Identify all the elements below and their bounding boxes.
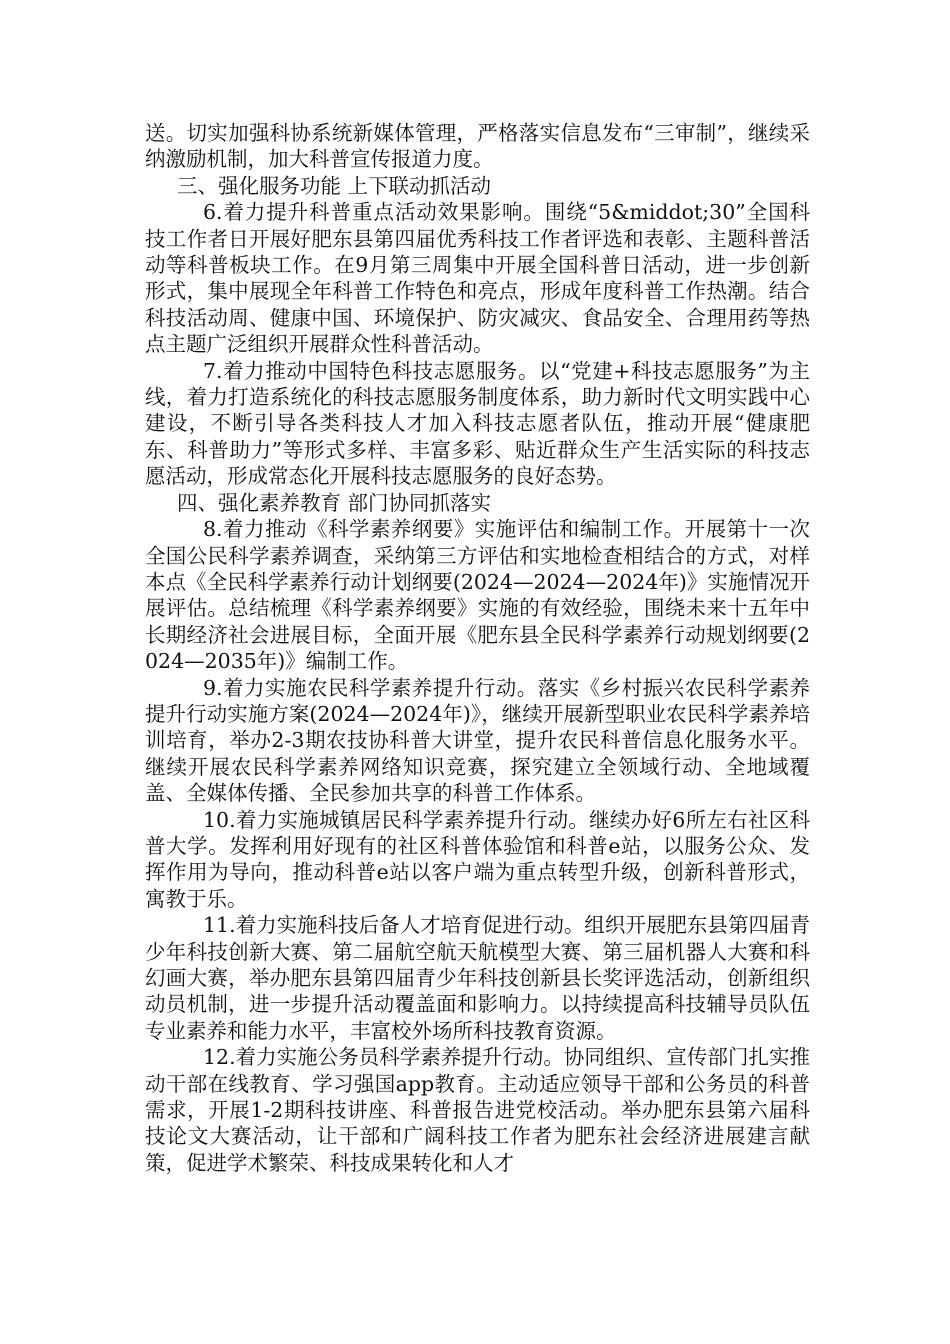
paragraph-item-8: 8.着力推动《科学素养纲要》实施评估和编制工作。开展第十一次全国公民科学素养调查，采纳第三方评估和实地检查相结合的方式，对样本点《全民科学素养行动计划纲要(2024—2024—2024年)》实施情况开展评估。总结梳理《科学素养纲要》实施的有效经验，围绕未来十五年中长期经济社会进展目标，全面开展《肥东县全民科学素养行动规划纲要(2024—2035年)》编制工作。	[145, 517, 810, 674]
paragraph-item-7: 7.着力推动中国特色科技志愿服务。以“党建+科技志愿服务”为主线，着力打造系统化的科技志愿服务制度体系，助力新时代文明实践中心建设，不断引导各类科技人才加入科技志愿者队伍，推动开展“健康肥东、科普助力”等形式多样、丰富多彩、贴近群众生产生活实际的科技志愿活动，形成常态化开展科技志愿服务的良好态势。	[145, 358, 810, 489]
section-heading-3: 三、强化服务功能 上下联动抓活动	[177, 173, 492, 198]
paragraph-item-6: 6.着力提升科普重点活动效果影响。围绕“5&middot;30”全国科技工作者日开展好肥东县第四届优秀科技工作者评选和表彰、主题科普活动等科普板块工作。在9月第三周集中开展全国科普日活动，进一步创新形式，集中展现全年科普工作特色和亮点，形成年度科普工作热潮。结合科技活动周、健康中国、环境保护、防灾减灾、食品安全、合理用药等热点主题广泛组织开展群众性科普活动。	[145, 200, 810, 357]
section-heading-4: 四、强化素养教育 部门协同抓落实	[177, 490, 492, 515]
paragraph-item-9: 9.着力实施农民科学素养提升行动。落实《乡村振兴农民科学素养提升行动实施方案(2024—2024年)》，继续开展新型职业农民科学素养培训培育，举办2-3期农技协科普大讲堂，提升农民科普信息化服务水平。继续开展农民科学素养网络知识竞赛，探究建立全领域行动、全地域覆盖、全媒体传播、全民参加共享的科普工作体系。	[145, 675, 810, 806]
document-page	[145, 120, 810, 1176]
paragraph-item-10: 10.着力实施城镇居民科学素养提升行动。继续办好6所左右社区科普大学。发挥利用好现有的社区科普体验馆和科普e站，以服务公众、发挥作用为导向，推动科普e站以客户端为重点转型升级，创新科普形式，寓教于乐。	[145, 807, 810, 911]
paragraph-item-12: 12.着力实施公务员科学素养提升行动。协同组织、宣传部门扎实推动干部在线教育、学习强国app教育。主动适应领导干部和公务员的科普需求，开展1-2期科技讲座、科普报告进党校活动。举办肥东县第六届科技论文大赛活动，让干部和广阔科技工作者为肥东社会经济进展建言献策，促进学术繁荣、科技成果转化和人才	[145, 1045, 810, 1175]
paragraph-continuation: 送。切实加强科协系统新媒体管理，严格落实信息发布“三审制”，继续采纳激励机制，加大科普宣传报道力度。	[145, 121, 810, 172]
paragraph-item-11: 11.着力实施科技后备人才培育促进行动。组织开展肥东县第四届青少年科技创新大赛、第二届航空航天航模型大赛、第三届机器人大赛和科幻画大赛，举办肥东县第四届青少年科技创新县长奖评选活动，创新组织动员机制，进一步提升活动覆盖面和影响力。以持续提高科技辅导员队伍专业素养和能力水平，丰富校外场所科技教育资源。	[145, 913, 810, 1043]
